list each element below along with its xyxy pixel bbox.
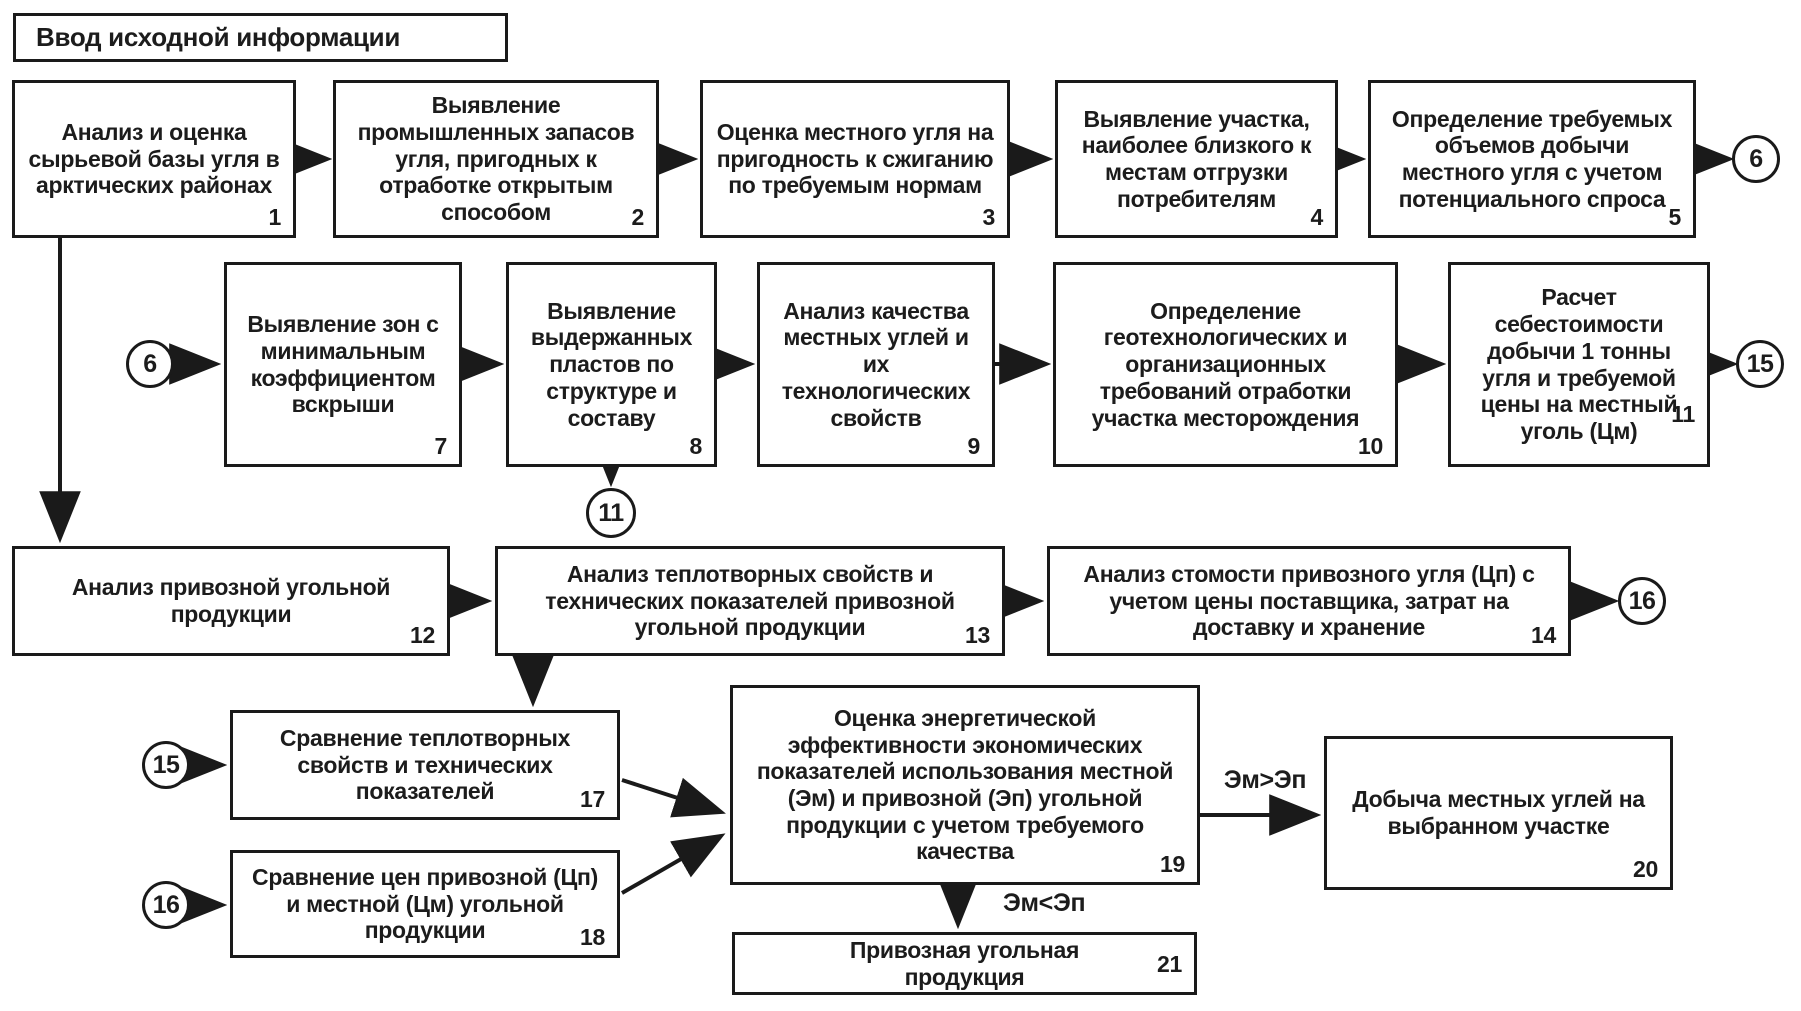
connector-6-in (126, 340, 174, 388)
step-3-box (700, 80, 1010, 238)
step-4-text: Выявление участка, наиболее близкого к местам отгрузки потребителям (1081, 105, 1312, 212)
step-21-text: Привозная угольная продукция (849, 936, 1080, 990)
step-19-number: 19 (1160, 851, 1185, 877)
step-21-box (732, 932, 1197, 995)
step-9-text: Анализ качества местных углей и их технологических свойств (781, 297, 971, 431)
step-4-number: 4 (1310, 204, 1323, 230)
step-11-text: Расчет себестоимости добычи 1 тонны угля и требуемой цены на местный уголь (Цм) (1480, 284, 1678, 444)
step-9-box (757, 262, 995, 467)
step-10-number: 10 (1358, 433, 1383, 459)
step-7-text: Выявление зон с минимальным коэффициентом вскрыши (247, 311, 439, 418)
step-20-box (1324, 736, 1673, 890)
step-5-box (1368, 80, 1696, 238)
step-3-text: Оценка местного угля на пригодность к сжиганию по требуемым нормам (716, 118, 994, 199)
connector-15-out (1736, 340, 1784, 388)
arrow (622, 780, 721, 812)
step-8-number: 8 (689, 433, 702, 459)
step-20-number: 20 (1633, 856, 1658, 882)
step-14-box (1047, 546, 1571, 656)
step-2-text: Выявление промышленных запасов угля, пригодных к отработке открытым способом (357, 92, 635, 225)
step-8-text: Выявление выдержанных пластов по структуре и составу (530, 297, 693, 431)
step-12-box (12, 546, 450, 656)
step-18-text: Сравнение цен привозной (Цп) и местной (Цм) угольной продукции (252, 863, 598, 944)
step-8-box (506, 262, 717, 467)
connector-15-in-label: 15 (152, 750, 180, 779)
step-2-number: 2 (631, 204, 644, 230)
connector-6-out-label: 6 (1749, 144, 1763, 173)
condition-label-em-lt-ep: Эм<Эп (1003, 889, 1086, 917)
step-17-number: 17 (580, 786, 605, 812)
step-1-number: 1 (268, 204, 281, 230)
arrow (622, 836, 721, 893)
step-11-number: 11 (1671, 401, 1695, 427)
step-14-number: 14 (1531, 622, 1556, 648)
step-1-box (12, 80, 296, 238)
step-18-box (230, 850, 620, 958)
step-3-number: 3 (982, 204, 995, 230)
connector-11 (586, 488, 636, 538)
step-9-number: 9 (967, 433, 980, 459)
connector-16-out-label: 16 (1628, 586, 1656, 615)
step-10-box (1053, 262, 1398, 467)
step-5-text: Определение требуемых объемов добычи местного угля с учетом потенциального спроса (1391, 105, 1673, 212)
connector-15-out-label: 15 (1746, 349, 1774, 378)
step-19-text: Оценка энергетической эффективности экономических показателей использования местной (Эм) и привозной (Эп) угольной продукции с учетом требуемого качества (756, 704, 1174, 865)
diagram-title-box (13, 13, 508, 62)
connector-16-in-label: 16 (152, 890, 180, 919)
step-11-box (1448, 262, 1710, 467)
step-17-box (230, 710, 620, 820)
connector-15-in (142, 741, 190, 789)
connector-16-out (1618, 577, 1666, 625)
step-13-box (495, 546, 1005, 656)
connector-11-label: 11 (598, 498, 624, 527)
step-12-text: Анализ привозной угольной продукции (71, 574, 391, 627)
step-1-text: Анализ и оценка сырьевой базы угля в арктических районах (28, 118, 280, 199)
step-13-text: Анализ теплотворных свойств и технических показателей привозной угольной продукции (545, 560, 955, 641)
step-2-box (333, 80, 659, 238)
connector-6-out (1732, 135, 1780, 183)
step-18-number: 18 (580, 924, 605, 950)
step-20-text: Добыча местных углей на выбранном участке (1352, 786, 1645, 839)
step-12-number: 12 (410, 622, 435, 648)
step-10-text: Определение геотехнологических и организационных требований отработки участка месторождения (1091, 297, 1360, 431)
step-21-number: 21 (1157, 951, 1182, 977)
step-14-text: Анализ стомости привозного угля (Цп) с учетом цены поставщика, затрат на доставку и хранение (1083, 560, 1535, 641)
step-4-box (1055, 80, 1338, 238)
step-19-box (730, 685, 1200, 885)
step-5-number: 5 (1668, 204, 1681, 230)
step-7-number: 7 (434, 433, 447, 459)
condition-label-em-gt-ep: Эм>Эп (1223, 766, 1307, 794)
connector-16-in (142, 881, 190, 929)
connector-6-in-label: 6 (143, 349, 157, 378)
step-17-text: Сравнение теплотворных свойств и технических показателей (279, 724, 571, 805)
step-7-box (224, 262, 462, 467)
diagram-title: Ввод исходной информации (36, 22, 401, 52)
step-13-number: 13 (965, 622, 990, 648)
